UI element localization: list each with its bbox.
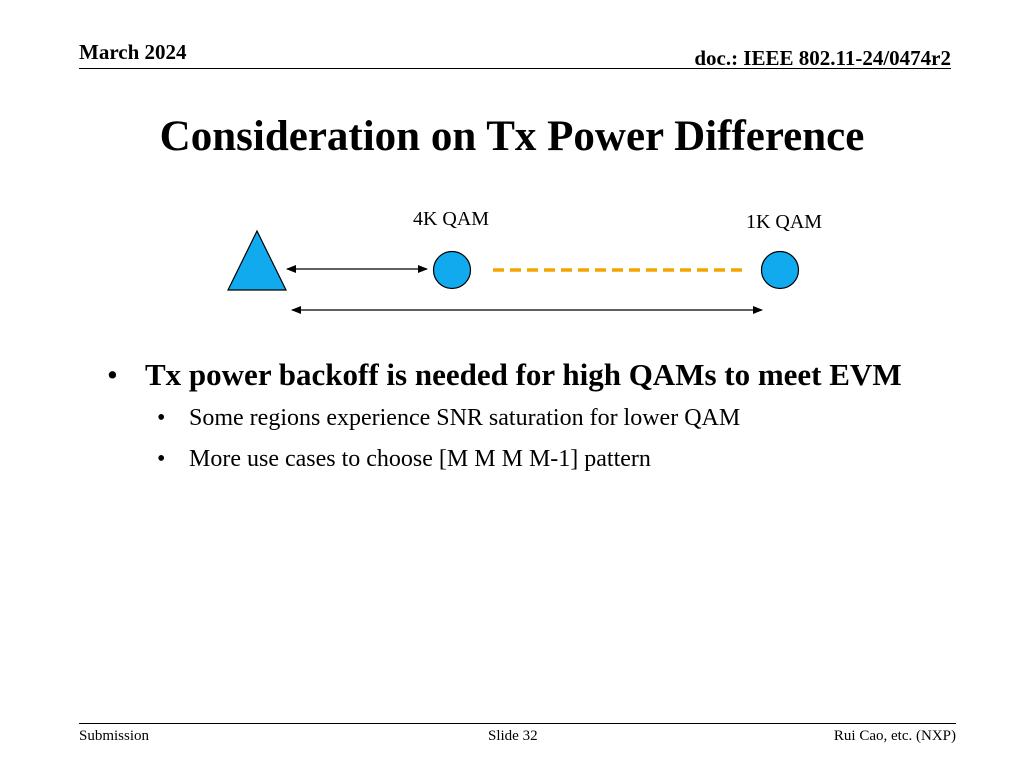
station-near-circle [434,252,471,289]
bullet-dot: • [107,357,118,392]
sub-bullet [107,445,927,473]
slide-title: Consideration on Tx Power Difference [159,113,865,160]
bullet-dot: • [157,446,166,472]
sub-bullet [107,404,927,432]
bullet-list [107,356,927,473]
sub-bullet-text: Some regions experience SNR saturation for lower QAM [189,405,741,431]
station-far-circle [762,252,799,289]
label-4k-qam: 4K QAM [412,208,490,230]
footer-slide-number: Slide 32 [488,728,538,744]
label-1k-qam: 1K QAM [745,211,823,233]
footer-rule [79,723,956,724]
bullet-main [107,356,927,394]
bullet-main-text: Tx power backoff is needed for high QAMs to meet EVM [145,357,902,392]
sub-bullet-text: More use cases to choose [M M M M-1] pattern [189,446,651,472]
header-doc-id: doc.: IEEE 802.11-24/0474r2 [694,46,951,70]
access-point-triangle [228,231,286,290]
bullet-dot: • [157,405,166,431]
footer-author: Rui Cao, etc. (NXP) [833,728,956,744]
header-date: March 2024 [79,40,187,64]
footer-submission: Submission [79,728,150,744]
